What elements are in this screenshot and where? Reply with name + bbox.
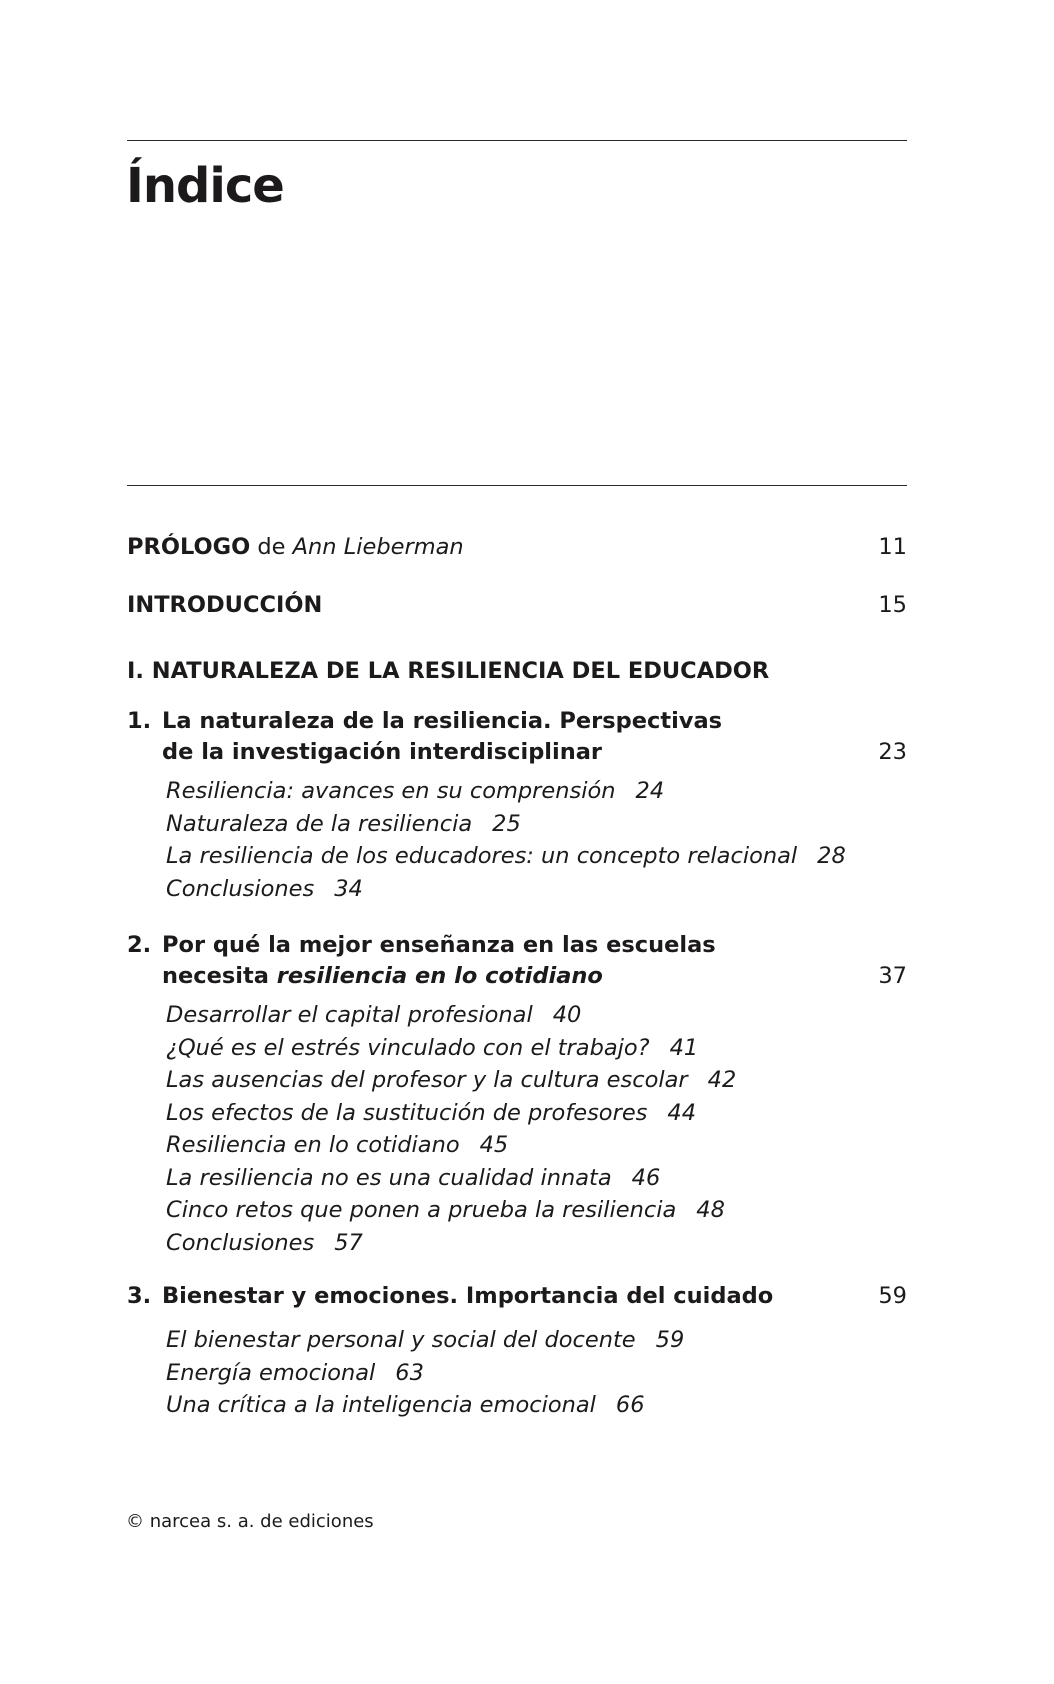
section-title: Cinco retos que ponen a prueba la resiliencia xyxy=(166,1197,677,1223)
section-item xyxy=(166,775,866,808)
section-page: 44 xyxy=(667,1099,697,1126)
section-page: 59 xyxy=(655,1327,685,1353)
toc-part-heading xyxy=(127,656,907,687)
chapter-title-line: de la investigación interdisciplinar xyxy=(162,739,603,765)
section-title: Desarrollar el capital profesional xyxy=(166,1002,533,1028)
section-page: 66 xyxy=(615,1392,645,1418)
part1-label: I. NATURALEZA DE LA RESILIENCIA DEL EDUCADOR xyxy=(127,658,770,684)
section-item xyxy=(166,1324,866,1357)
section-title: El bienestar personal y social del docente xyxy=(166,1327,636,1353)
introduccion-label: INTRODUCCIÓN xyxy=(127,592,323,618)
chapter-title-prefix: necesita xyxy=(162,963,269,989)
section-page: 48 xyxy=(696,1197,725,1223)
section-title: La resiliencia no es una cualidad innata xyxy=(166,1164,612,1191)
section-page: 24 xyxy=(635,778,665,804)
section-item xyxy=(166,840,866,873)
toc-chapter-1 xyxy=(127,706,907,768)
section-title: Una crítica a la inteligencia emocional xyxy=(166,1392,596,1418)
chapter-2-sections xyxy=(166,999,866,1259)
page-title: Índice xyxy=(126,158,284,214)
section-item xyxy=(166,1357,866,1390)
middle-rule xyxy=(127,485,907,486)
section-title: Resiliencia en lo cotidiano xyxy=(166,1132,460,1158)
section-page: 25 xyxy=(492,810,521,837)
chapter-number: 3. xyxy=(127,1283,152,1309)
prologo-author: Ann Lieberman xyxy=(292,534,464,560)
section-item xyxy=(166,1064,866,1097)
section-item xyxy=(166,1162,866,1195)
section-item xyxy=(166,808,866,841)
section-item xyxy=(166,1097,866,1130)
chapter-1-sections xyxy=(166,775,866,905)
section-title: Conclusiones xyxy=(166,1229,315,1256)
section-title: ¿Qué es el estrés vinculado con el trabajo? xyxy=(166,1034,650,1061)
section-title: Resiliencia: avances en su comprensión xyxy=(166,778,616,804)
section-item xyxy=(166,1194,866,1227)
prologo-label: PRÓLOGO xyxy=(127,534,251,560)
section-page: 45 xyxy=(479,1132,509,1158)
toc-chapter-3 xyxy=(127,1281,907,1312)
section-page: 57 xyxy=(334,1229,363,1256)
introduccion-page: 15 xyxy=(878,592,907,618)
section-item xyxy=(166,1389,866,1422)
section-page: 63 xyxy=(395,1359,424,1386)
section-title: La resiliencia de los educadores: un concepto relacional xyxy=(166,843,798,869)
chapter-number: 2. xyxy=(127,932,152,958)
prologo-connector: de xyxy=(257,534,286,560)
section-page: 42 xyxy=(707,1067,737,1093)
section-item xyxy=(166,1129,866,1162)
section-page: 46 xyxy=(631,1164,661,1191)
copyright-footer: © narcea s. a. de ediciones xyxy=(126,1511,374,1532)
section-item xyxy=(166,873,866,906)
section-page: 41 xyxy=(669,1034,699,1061)
section-page: 34 xyxy=(334,875,363,902)
section-item xyxy=(166,1227,866,1260)
chapter-title-line: La naturaleza de la resiliencia. Perspectivas xyxy=(162,708,723,734)
chapter-page: 59 xyxy=(878,1283,907,1309)
section-item xyxy=(166,1032,866,1065)
toc-entry-prologo xyxy=(127,532,907,563)
toc-chapter-2 xyxy=(127,930,907,992)
section-item xyxy=(166,999,866,1032)
toc-entry-introduccion xyxy=(127,590,907,621)
prologo-page: 11 xyxy=(878,534,907,560)
chapter-number: 1. xyxy=(127,708,152,734)
chapter-title-italic: resiliencia en lo cotidiano xyxy=(276,963,603,989)
section-page: 40 xyxy=(552,1002,582,1028)
chapter-page: 23 xyxy=(878,739,907,765)
top-rule xyxy=(127,140,907,141)
chapter-title-line: Por qué la mejor enseñanza en las escuelas xyxy=(162,932,716,958)
chapter-3-sections xyxy=(166,1324,866,1422)
section-title: Energía emocional xyxy=(166,1359,376,1386)
section-title: Conclusiones xyxy=(166,875,315,902)
section-title: Naturaleza de la resiliencia xyxy=(166,810,473,837)
chapter-title-line: Bienestar y emociones. Importancia del cuidado xyxy=(162,1283,774,1309)
section-page: 28 xyxy=(817,843,846,869)
section-title: Las ausencias del profesor y la cultura escolar xyxy=(166,1067,688,1093)
chapter-page: 37 xyxy=(878,963,907,989)
section-title: Los efectos de la sustitución de profesores xyxy=(166,1099,648,1126)
chapter-title-line-2 xyxy=(162,961,802,992)
